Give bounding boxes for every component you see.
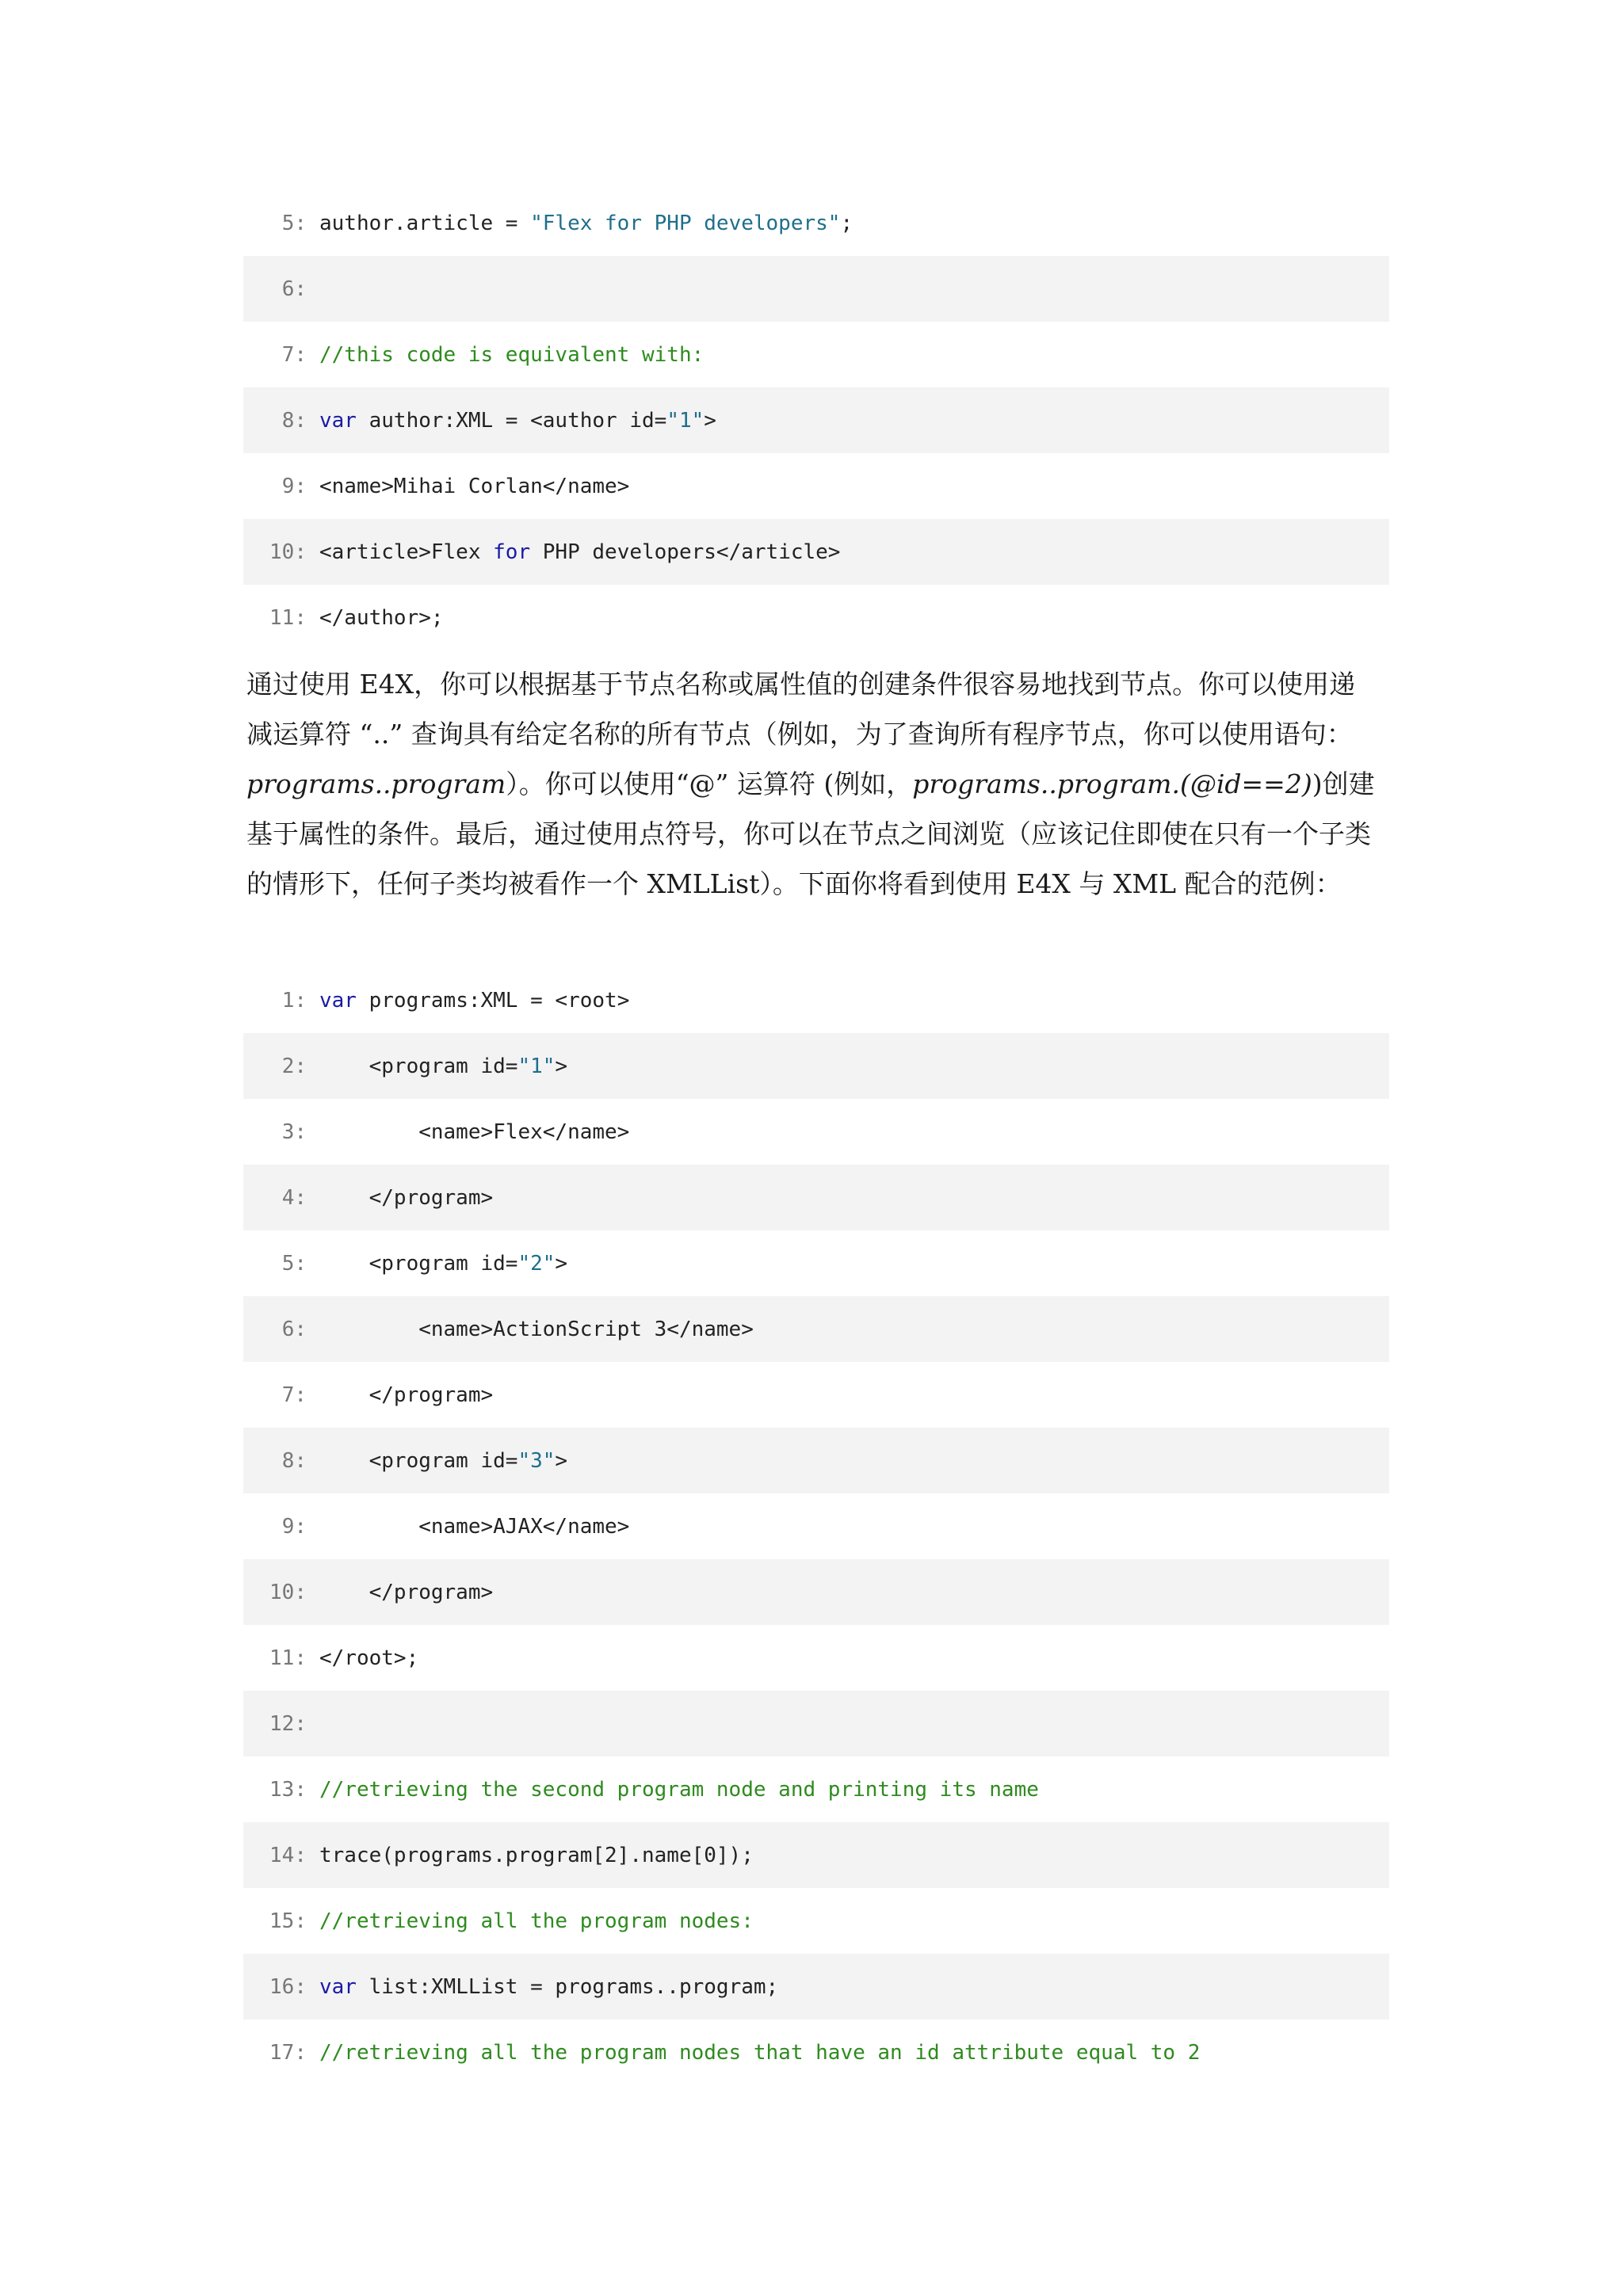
code-text <box>319 606 444 630</box>
code-token: ; <box>840 211 854 235</box>
code-token: for <box>493 540 531 564</box>
line-number: 17: <box>269 2040 307 2065</box>
code-token: <program id= <box>319 1054 518 1078</box>
code-text <box>319 1646 418 1670</box>
code-text <box>319 1055 567 1078</box>
code-line <box>243 453 1389 519</box>
code-token: <name>AJAX</name> <box>319 1514 630 1539</box>
code-text <box>319 1975 778 1999</box>
code-line <box>243 322 1389 387</box>
line-number: 14: <box>269 1843 307 1867</box>
code-token: trace(programs.program[2].name[0]); <box>319 1843 754 1867</box>
line-number: 9: <box>281 474 307 498</box>
code-line <box>243 1822 1389 1888</box>
code-text <box>319 2041 1200 2065</box>
code-line <box>243 967 1389 1033</box>
code-token: author.article = <box>319 211 531 235</box>
code-text <box>319 1844 754 1867</box>
code-token: <article>Flex <box>319 540 494 564</box>
code-token: </author>; <box>319 605 444 630</box>
code-token: > <box>555 1448 568 1473</box>
e4x-description-paragraph <box>246 659 1380 909</box>
code-token: PHP developers</article> <box>530 540 841 564</box>
code-token: </program> <box>319 1580 494 1604</box>
code-line <box>243 1033 1389 1099</box>
code-line <box>243 1954 1389 2019</box>
line-number: 13: <box>269 1777 307 1802</box>
code-line <box>243 190 1389 256</box>
code-line <box>243 1625 1389 1691</box>
code-text <box>319 1318 754 1341</box>
code-line <box>243 256 1389 322</box>
line-number: 2: <box>281 1054 307 1078</box>
code-line <box>243 519 1389 585</box>
line-number: 7: <box>281 1383 307 1407</box>
code-token: "1" <box>666 408 705 433</box>
line-number: 6: <box>281 277 307 301</box>
line-number: 8: <box>281 408 307 433</box>
code-line <box>243 1296 1389 1362</box>
line-number: 5: <box>281 211 307 235</box>
code-text <box>319 989 629 1013</box>
code-line <box>243 1230 1389 1296</box>
code-text <box>319 1581 493 1604</box>
code-text <box>319 1515 629 1539</box>
code-text <box>319 212 853 235</box>
code-text <box>319 1252 567 1276</box>
code-line <box>243 1888 1389 1954</box>
line-number: 8: <box>281 1448 307 1473</box>
line-number: 7: <box>281 342 307 367</box>
code-token: </program> <box>319 1185 494 1210</box>
code-token: > <box>704 408 716 433</box>
code-token: list:XMLList = programs..program; <box>356 1974 779 1999</box>
code-line <box>243 1756 1389 1822</box>
inline-code-italic: programs..program.(@id==2) <box>912 769 1312 799</box>
code-block-author-xml <box>243 190 1389 650</box>
code-token: </program> <box>319 1383 494 1407</box>
code-token: > <box>555 1251 568 1276</box>
code-token: <name>ActionScript 3</name> <box>319 1317 754 1341</box>
code-line <box>243 1493 1389 1559</box>
code-text <box>319 1383 493 1407</box>
code-text <box>319 1120 629 1144</box>
paragraph-text: 通过使用 E4X，你可以根据基于节点名称或属性值的创建条件很容易地找到节点。你可以使用递减运算符 “..” 查询具有给定名称的所有节点（例如，为了查询所有程序节点，你可以使用语句： <box>246 669 1356 749</box>
code-text <box>319 475 629 498</box>
code-token: var <box>319 1974 357 1999</box>
code-token: "3" <box>517 1448 556 1473</box>
line-number: 11: <box>269 1646 307 1670</box>
line-number: 1: <box>281 988 307 1013</box>
code-text <box>319 343 704 367</box>
code-block-programs-xml <box>243 967 1389 2085</box>
code-line <box>243 585 1389 650</box>
code-line <box>243 1165 1389 1230</box>
code-token: <program id= <box>319 1448 518 1473</box>
code-line <box>243 1362 1389 1428</box>
line-number: 12: <box>269 1711 307 1736</box>
code-text <box>319 409 716 433</box>
code-line <box>243 387 1389 453</box>
code-line <box>243 1559 1389 1625</box>
line-number: 10: <box>269 540 307 564</box>
line-number: 5: <box>281 1251 307 1276</box>
code-token: </root>; <box>319 1646 419 1670</box>
code-text <box>319 1909 754 1933</box>
code-token: var <box>319 408 357 433</box>
code-token: author:XML = <author id= <box>356 408 667 433</box>
code-token: <program id= <box>319 1251 518 1276</box>
code-token: //retrieving the second program node and printing its name <box>319 1777 1039 1802</box>
line-number: 9: <box>281 1514 307 1539</box>
line-number: 16: <box>269 1974 307 1999</box>
line-number: 15: <box>269 1909 307 1933</box>
code-token: var <box>319 988 357 1013</box>
code-token: programs:XML = <root> <box>356 988 630 1013</box>
code-text <box>319 1186 493 1210</box>
code-text <box>319 540 840 564</box>
code-token: "1" <box>517 1054 556 1078</box>
code-token: "2" <box>517 1251 556 1276</box>
code-token: //this code is equivalent with: <box>319 342 705 367</box>
line-number: 4: <box>281 1185 307 1210</box>
code-text <box>319 1778 1039 1802</box>
code-line <box>243 1428 1389 1493</box>
line-number: 3: <box>281 1119 307 1144</box>
inline-code-italic: programs..program <box>246 769 506 799</box>
code-token: //retrieving all the program nodes: <box>319 1909 754 1933</box>
code-token: <name>Mihai Corlan</name> <box>319 474 630 498</box>
code-line <box>243 1099 1389 1165</box>
code-token: "Flex for PHP developers" <box>530 211 841 235</box>
code-token: //retrieving all the program nodes that have an id attribute equal to 2 <box>319 2040 1201 2065</box>
code-line <box>243 2019 1389 2085</box>
line-number: 6: <box>281 1317 307 1341</box>
paragraph-text: )创建基于属性的条件。最后，通过使用点符号，你可以在节点之间浏览（应该记住即使在只有一个子类的情形下，任何子类均被看作一个 XMLList）。下面你将看到使用 E4X 与 XML 配合的范例： <box>246 769 1375 899</box>
line-number: 11: <box>269 605 307 630</box>
paragraph-text: ）。你可以使用“@” 运算符 (例如， <box>506 769 913 799</box>
line-number: 10: <box>269 1580 307 1604</box>
code-line <box>243 1691 1389 1756</box>
code-token: > <box>555 1054 568 1078</box>
code-token: <name>Flex</name> <box>319 1119 630 1144</box>
code-text <box>319 1449 567 1473</box>
